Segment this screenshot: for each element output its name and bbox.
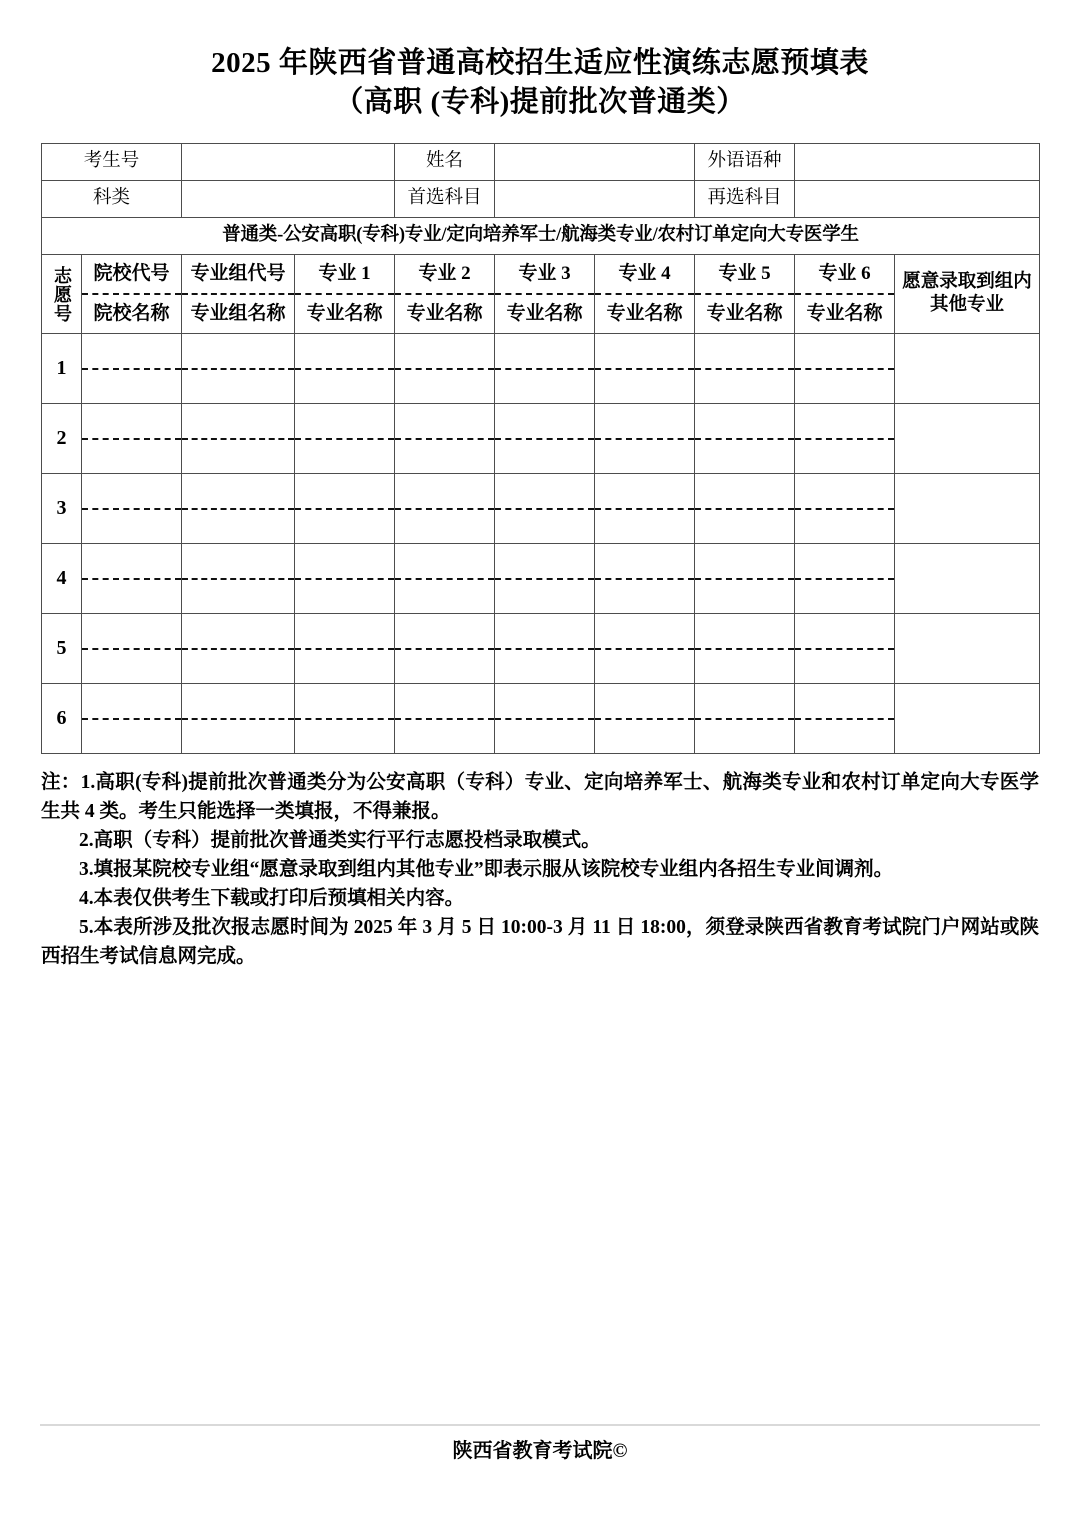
row-6-seq <box>42 684 82 754</box>
page-title <box>0 0 1080 122</box>
row-3-major-3[interactable] <box>495 474 595 544</box>
header-major-5-label: 专业 5 <box>695 255 794 295</box>
row-3-major-6[interactable] <box>795 474 895 544</box>
header-seq-number <box>42 255 82 334</box>
row-1-major-group-code[interactable] <box>182 334 295 404</box>
row-5-major-5[interactable] <box>695 614 795 684</box>
row-5-major-3[interactable] <box>495 614 595 684</box>
row-6-major-4[interactable] <box>595 684 695 754</box>
header-major-2-name-label: 专业名称 <box>406 303 483 325</box>
table-row <box>42 334 1040 404</box>
header-major-5-name-label: 专业名称 <box>706 303 783 325</box>
info-value-candidate-number[interactable] <box>182 144 395 181</box>
row-3-seq <box>42 474 82 544</box>
row-1-seq-label: 1 <box>56 357 67 379</box>
header-school-code-label: 院校代号 <box>82 255 181 295</box>
table-row <box>42 544 1040 614</box>
row-6-major-5[interactable] <box>695 684 795 754</box>
header-major-4-label: 专业 4 <box>595 255 694 295</box>
header-seq-number-label: 志愿号 <box>51 265 72 323</box>
row-1-major-2[interactable] <box>395 334 495 404</box>
row-2-major-1[interactable] <box>295 404 395 474</box>
row-6-seq-label: 6 <box>56 707 67 729</box>
row-4-seq-label: 4 <box>56 567 67 589</box>
row-6-major-6[interactable] <box>795 684 895 754</box>
header-major-3-label: 专业 3 <box>495 255 594 295</box>
note-item-3: 3.填报某院校专业组“愿意录取到组内其他专业”即表示服从该院校专业组内各招生专业间调剂。 <box>79 859 894 880</box>
row-1-major-3[interactable] <box>495 334 595 404</box>
header-major-4-name-label: 专业名称 <box>606 303 683 325</box>
row-3-accept-other-majors[interactable] <box>895 474 1040 544</box>
info-value-name[interactable] <box>495 144 695 181</box>
header-major-group-code-label: 专业组代号 <box>182 255 294 295</box>
info-row-subject <box>42 181 1040 218</box>
footer-label: 陕西省教育考试院© <box>452 1440 628 1462</box>
note-item-4: 4.本表仅供考生下载或打印后预填相关内容。 <box>79 888 465 909</box>
header-major-3 <box>495 255 595 334</box>
header-school-name-label: 院校名称 <box>93 303 170 325</box>
table-row <box>42 614 1040 684</box>
row-1-major-4[interactable] <box>595 334 695 404</box>
row-4-major-6[interactable] <box>795 544 895 614</box>
row-3-major-1[interactable] <box>295 474 395 544</box>
row-3-major-4[interactable] <box>595 474 695 544</box>
row-1-school-code[interactable] <box>82 334 182 404</box>
category-band-row <box>42 218 1040 255</box>
header-major-6-name-label: 专业名称 <box>806 303 883 325</box>
row-5-accept-other-majors[interactable] <box>895 614 1040 684</box>
row-6-major-2[interactable] <box>395 684 495 754</box>
row-4-major-2[interactable] <box>395 544 495 614</box>
header-major-1-label: 专业 1 <box>295 255 394 295</box>
header-major-2-label: 专业 2 <box>395 255 494 295</box>
info-label-foreign-language: 外语语种 <box>695 144 795 181</box>
row-1-seq <box>42 334 82 404</box>
volunteer-form-table-wrapper <box>41 143 1039 754</box>
row-4-major-5[interactable] <box>695 544 795 614</box>
row-5-major-6[interactable] <box>795 614 895 684</box>
row-4-major-3[interactable] <box>495 544 595 614</box>
header-major-4 <box>595 255 695 334</box>
row-5-major-1[interactable] <box>295 614 395 684</box>
row-3-major-group-code[interactable] <box>182 474 295 544</box>
row-1-accept-other-majors[interactable] <box>895 334 1040 404</box>
row-2-major-2[interactable] <box>395 404 495 474</box>
row-5-seq <box>42 614 82 684</box>
notes-section <box>41 768 1039 971</box>
volunteer-form-table <box>41 143 1040 754</box>
row-2-major-4[interactable] <box>595 404 695 474</box>
header-major-3-name-label: 专业名称 <box>506 303 583 325</box>
table-header-row <box>42 255 1040 334</box>
header-major-1 <box>295 255 395 334</box>
header-major-5 <box>695 255 795 334</box>
row-1-major-1[interactable] <box>295 334 395 404</box>
note-item-2: 2.高职（专科）提前批次普通类实行平行志愿投档录取模式。 <box>79 830 601 851</box>
row-2-major-3[interactable] <box>495 404 595 474</box>
row-5-school-code[interactable] <box>82 614 182 684</box>
info-value-foreign-language[interactable] <box>795 144 1040 181</box>
row-5-major-4[interactable] <box>595 614 695 684</box>
header-major-1-name-label: 专业名称 <box>306 303 383 325</box>
header-major-group-code <box>182 255 295 334</box>
row-2-school-code[interactable] <box>82 404 182 474</box>
row-6-major-group-code[interactable] <box>182 684 295 754</box>
row-2-seq <box>42 404 82 474</box>
info-label-candidate-number: 考生号 <box>42 144 182 181</box>
header-major-6-label: 专业 6 <box>795 255 894 295</box>
table-row <box>42 474 1040 544</box>
row-2-major-6[interactable] <box>795 404 895 474</box>
info-value-second-subject[interactable] <box>795 181 1040 218</box>
row-5-seq-label: 5 <box>56 637 67 659</box>
table-row <box>42 684 1040 754</box>
info-value-first-subject[interactable] <box>495 181 695 218</box>
title-line-2: （高职 (专科)提前批次普通类） <box>334 86 746 118</box>
row-5-major-2[interactable] <box>395 614 495 684</box>
row-4-accept-other-majors[interactable] <box>895 544 1040 614</box>
info-label-name: 姓名 <box>395 144 495 181</box>
header-major-group-name-label: 专业组名称 <box>190 303 286 325</box>
info-row-candidate <box>42 144 1040 181</box>
row-2-accept-other-majors[interactable] <box>895 404 1040 474</box>
row-5-major-group-code[interactable] <box>182 614 295 684</box>
header-major-6 <box>795 255 895 334</box>
row-3-school-code[interactable] <box>82 474 182 544</box>
row-4-major-4[interactable] <box>595 544 695 614</box>
category-band-label: 普通类-公安高职(专科)专业/定向培养军士/航海类专业/农村订单定向大专医学生 <box>42 218 1040 255</box>
note-item-5: 5.本表所涉及批次报志愿时间为 2025 年 3 月 5 日 10:00-3 月 11 日 18:00，须登录陕西省教育考试院门户网站或陕西招生考试信息网完成。 <box>41 917 1039 967</box>
row-4-major-group-code[interactable] <box>182 544 295 614</box>
row-6-school-code[interactable] <box>82 684 182 754</box>
header-accept-other-majors <box>895 255 1040 334</box>
row-4-major-1[interactable] <box>295 544 395 614</box>
header-school-code <box>82 255 182 334</box>
header-major-2 <box>395 255 495 334</box>
info-label-subject-category: 科类 <box>42 181 182 218</box>
footer-divider <box>40 1424 1040 1426</box>
row-6-accept-other-majors[interactable] <box>895 684 1040 754</box>
info-label-second-subject: 再选科目 <box>695 181 795 218</box>
info-value-subject-category[interactable] <box>182 181 395 218</box>
row-2-seq-label: 2 <box>56 427 67 449</box>
row-4-seq <box>42 544 82 614</box>
note-item-1: 注：1.高职(专科)提前批次普通类分为公安高职（专科）专业、定向培养军士、航海类专业和农村订单定向大专医学生共 4 类。考生只能选择一类填报，不得兼报。 <box>41 772 1039 822</box>
row-4-school-code[interactable] <box>82 544 182 614</box>
header-accept-other-majors-label: 愿意录取到组内其他专业 <box>902 272 1032 315</box>
title-line-1: 2025 年陕西省普通高校招生适应性演练志愿预填表 <box>211 47 869 79</box>
row-2-major-group-code[interactable] <box>182 404 295 474</box>
row-3-seq-label: 3 <box>56 497 67 519</box>
row-1-major-5[interactable] <box>695 334 795 404</box>
row-6-major-3[interactable] <box>495 684 595 754</box>
info-label-first-subject: 首选科目 <box>395 181 495 218</box>
row-6-major-1[interactable] <box>295 684 395 754</box>
row-2-major-5[interactable] <box>695 404 795 474</box>
row-3-major-5[interactable] <box>695 474 795 544</box>
table-row <box>42 404 1040 474</box>
row-1-major-6[interactable] <box>795 334 895 404</box>
row-3-major-2[interactable] <box>395 474 495 544</box>
